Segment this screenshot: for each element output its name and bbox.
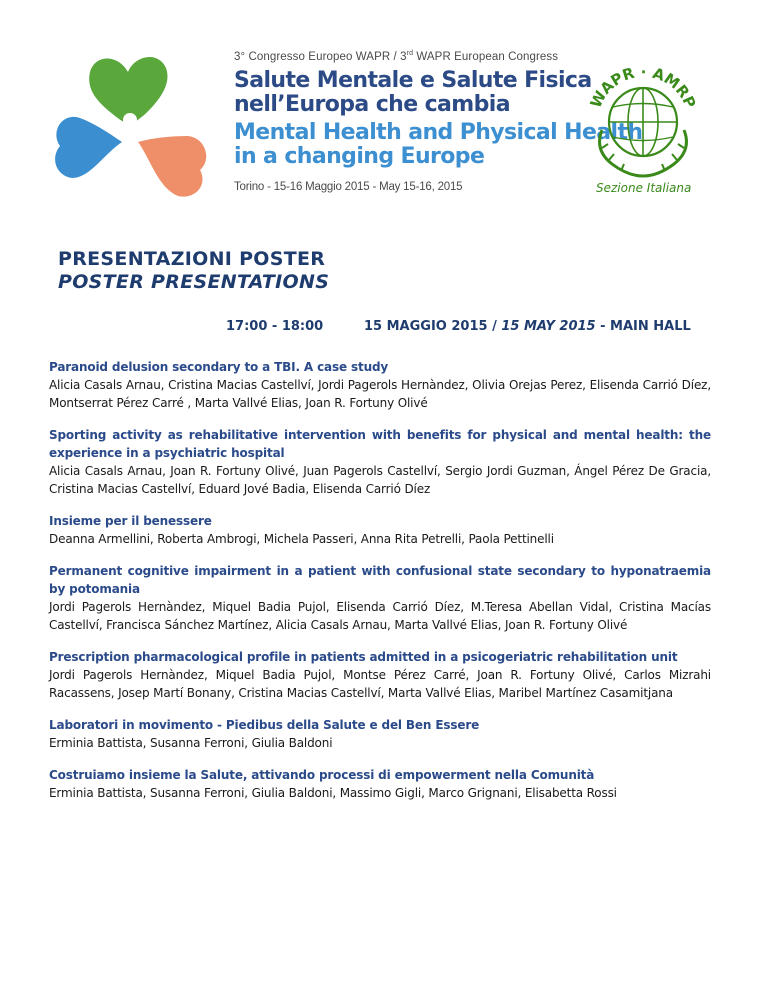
congress-dates: Torino - 15-16 Maggio 2015 - May 15-16, 2015 — [234, 180, 463, 193]
section-heading — [58, 248, 329, 293]
poster-entry — [49, 358, 711, 412]
title-en-line-1: Mental Health and Physical Health — [234, 119, 643, 145]
session-time: 17:00 - 18:00 — [226, 319, 324, 334]
sezione-italiana-label: Sezione Italiana — [596, 181, 692, 195]
session-schedule — [226, 319, 691, 334]
poster-list — [49, 358, 711, 816]
poster-title: Paranoid delusion secondary to a TBI. A case study — [49, 360, 389, 374]
wapr-amrp-logo — [578, 52, 708, 182]
poster-title: Costruiamo insieme la Salute, attivando processi di empowerment nella Comunità — [49, 768, 595, 782]
poster-authors: Erminia Battista, Susanna Ferroni, Giulia Baldoni — [49, 736, 333, 750]
poster-title: Laboratori in movimento - Piedibus della Salute e del Ben Essere — [49, 718, 480, 732]
poster-entry — [49, 648, 711, 702]
poster-authors: Erminia Battista, Susanna Ferroni, Giulia Baldoni, Massimo Gigli, Marco Grignani, Elisabetta Rossi — [49, 786, 617, 800]
poster-title: Sporting activity as rehabilitative intervention with benefits for physical and mental health: the experience in a psychiatric hospital — [49, 428, 711, 460]
poster-title: Prescription pharmacological profile in patients admitted in a psicogeriatric rehabilitation unit — [49, 650, 678, 664]
poster-authors: Jordi Pagerols Hernàndez, Miquel Badia Pujol, Elisenda Carrió Díez, M.Teresa Abellan Vidal, Cristina Macías Castellví, Francisca Sánchez Martínez, Alicia Casals Arnau, Marta Vallvé Elias, Joan R. Fortuny Olivé — [49, 600, 711, 632]
poster-entry — [49, 766, 711, 802]
session-date-en: 15 MAY 2015 — [501, 319, 596, 334]
heading-italian: PRESENTAZIONI POSTER — [58, 248, 326, 270]
poster-title: Permanent cognitive impairment in a patient with confusional state secondary to hyponatraemia by potomania — [49, 564, 711, 596]
congress-prefix: 3° Congresso Europeo WAPR / 3 — [234, 50, 407, 63]
poster-entry — [49, 426, 711, 498]
congress-flower-logo — [50, 46, 210, 216]
poster-entry — [49, 512, 711, 548]
poster-entry — [49, 562, 711, 634]
title-it-line-2: nell’Europa che cambia — [234, 91, 510, 117]
session-date-it: 15 MAGGIO 2015 / — [364, 319, 502, 334]
blue-petal — [55, 117, 122, 178]
session-location: - MAIN HALL — [595, 319, 691, 334]
poster-authors: Deanna Armellini, Roberta Ambrogi, Michela Passeri, Anna Rita Petrelli, Paola Pettinelli — [49, 532, 554, 546]
title-en-line-2: in a changing Europe — [234, 143, 485, 169]
poster-authors: Alicia Casals Arnau, Joan R. Fortuny Olivé, Juan Pagerols Castellví, Sergio Jordi Guzman, Ángel Pérez De Gracia, Cristina Macias Castellví, Eduard Jové Badia, Elisenda Carrió Díez — [49, 464, 711, 496]
title-italian — [234, 69, 594, 117]
congress-ordinal: rd — [406, 50, 414, 57]
congress-suffix: WAPR European Congress — [413, 50, 559, 63]
title-it-line-1: Salute Mentale e Salute Fisica — [234, 67, 592, 93]
poster-authors: Jordi Pagerols Hernàndez, Miquel Badia Pujol, Montse Pérez Carré, Joan R. Fortuny Olivé, Carlos Mizrahi Racassens, Josep Martí Bonany, Cristina Macias Castellví, Marta Vallvé Elias, Maribel Martínez Casamitjana — [49, 668, 711, 700]
wapr-ring-text: WAPR · AMRP — [586, 62, 700, 111]
poster-entry — [49, 716, 711, 752]
orange-petal — [138, 136, 206, 197]
heading-english: POSTER PRESENTATIONS — [58, 271, 330, 293]
poster-title: Insieme per il benessere — [49, 514, 212, 528]
title-english — [234, 119, 643, 169]
poster-authors: Alicia Casals Arnau, Cristina Macias Castellví, Jordi Pagerols Hernàndez, Olivia Orejas Perez, Elisenda Carrió Díez, Montserrat Pérez Carré , Marta Vallvé Elias, Joan R. Fortuny Olivé — [49, 378, 711, 410]
congress-name — [234, 50, 594, 63]
